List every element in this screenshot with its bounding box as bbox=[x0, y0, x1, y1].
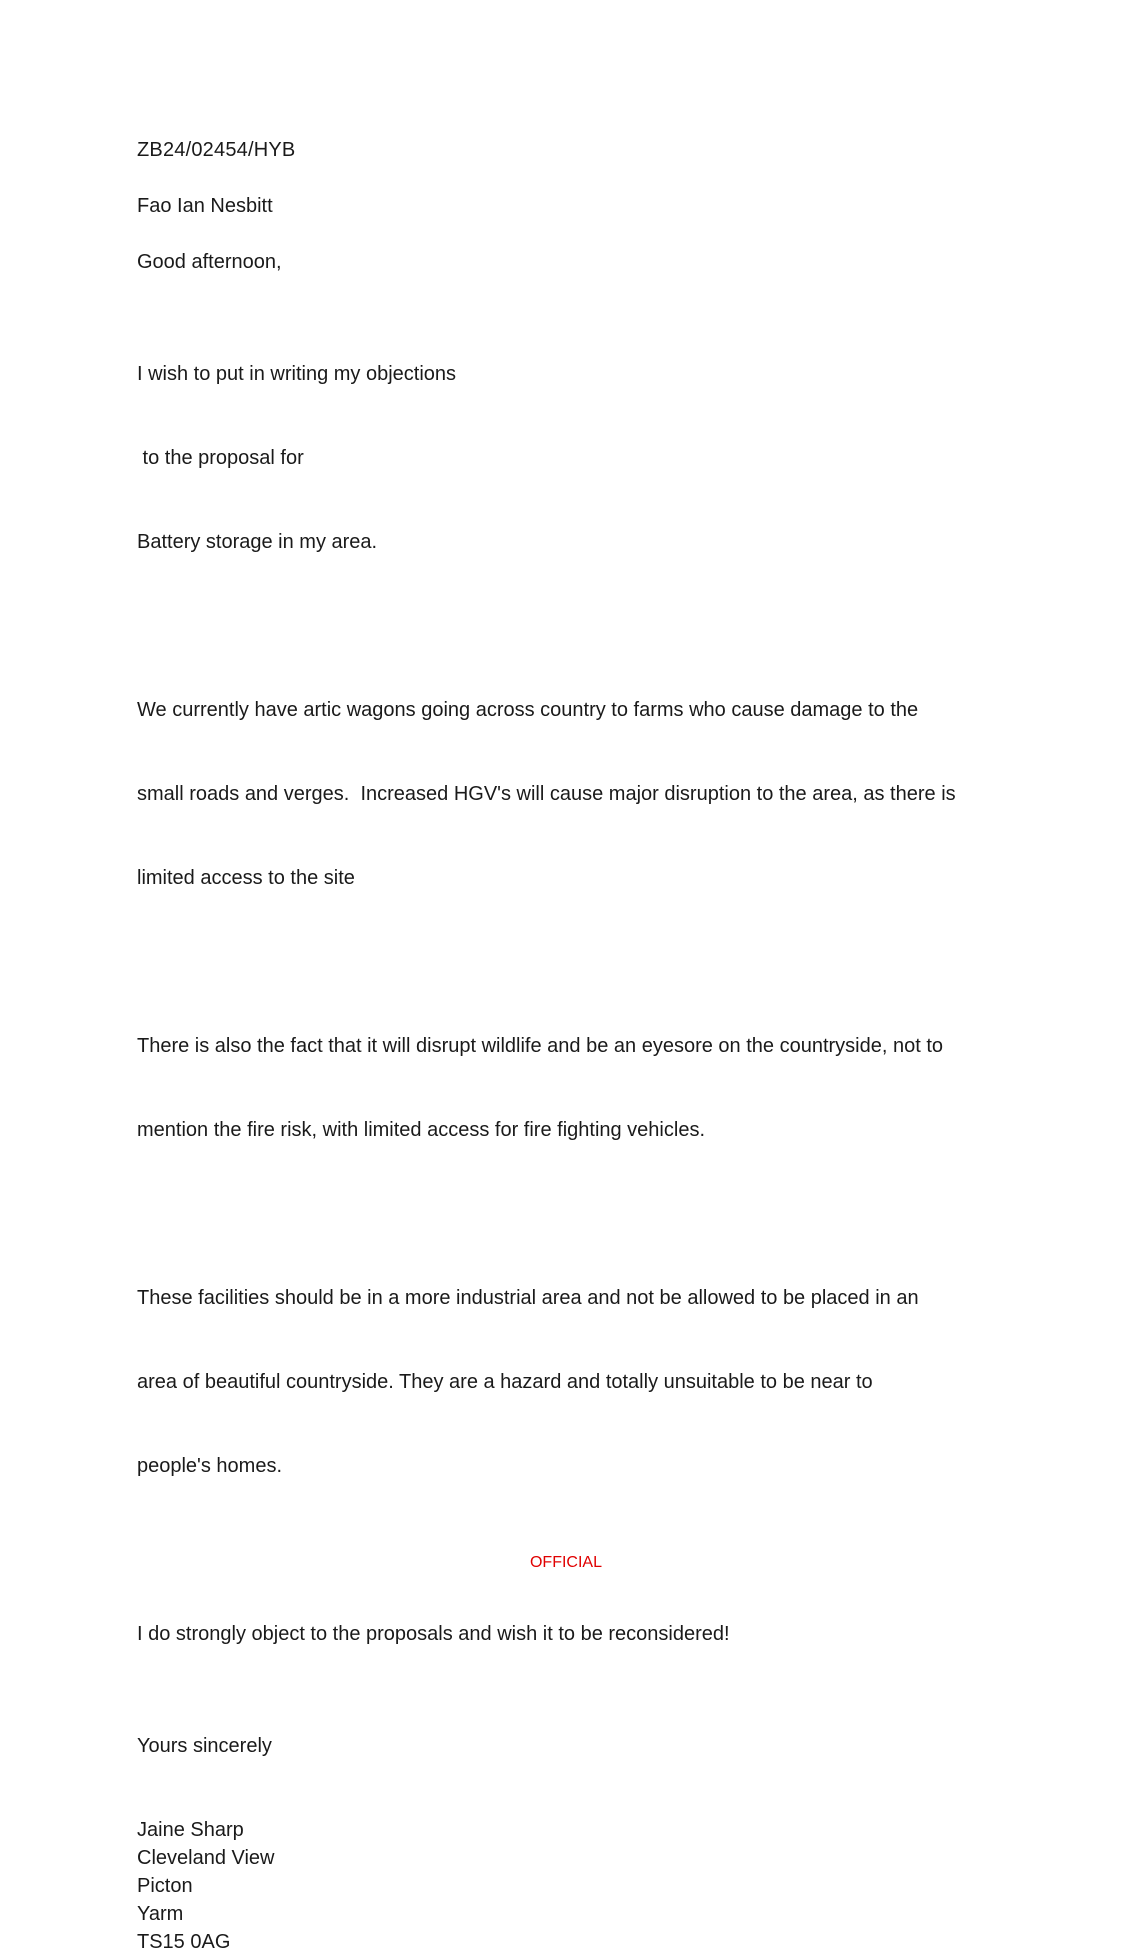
paragraph-location bbox=[137, 1228, 1017, 1536]
letter-body bbox=[137, 136, 1017, 1956]
reference-number: ZB24/02454/HYB bbox=[137, 139, 296, 161]
paragraph-line: small roads and verges. Increased HGV's will cause major disruption to the area, as there is bbox=[137, 783, 956, 805]
greeting: Good afternoon, bbox=[137, 251, 282, 273]
paragraph-line: We currently have artic wagons going across country to farms who cause damage to the bbox=[137, 699, 919, 721]
closing: Yours sincerely bbox=[137, 1735, 272, 1757]
paragraph-line: I wish to put in writing my objections bbox=[137, 363, 457, 385]
paragraph-wildlife bbox=[137, 976, 1017, 1200]
signatory-name: Jaine Sharp bbox=[137, 1819, 244, 1841]
paragraph-objection-intro bbox=[137, 304, 1017, 612]
paragraph-line: I do strongly object to the proposals and wish it to be reconsidered! bbox=[137, 1623, 730, 1645]
signature-block bbox=[137, 1816, 1017, 1956]
address-line: Picton bbox=[137, 1875, 193, 1897]
postcode: TS15 0AG bbox=[137, 1931, 231, 1953]
paragraph-line: area of beautiful countryside. They are a hazard and totally unsuitable to be near to bbox=[137, 1371, 873, 1393]
address-line: Yarm bbox=[137, 1903, 184, 1925]
paragraph-line: limited access to the site bbox=[137, 867, 355, 889]
paragraph-line: Battery storage in my area. bbox=[137, 531, 378, 553]
paragraph-line: mention the fire risk, with limited access for fire fighting vehicles. bbox=[137, 1119, 705, 1141]
paragraph-traffic bbox=[137, 640, 1017, 948]
paragraph-strong-objection bbox=[137, 1564, 1017, 1704]
fao-line: Fao Ian Nesbitt bbox=[137, 195, 273, 217]
classification-footer: OFFICIAL bbox=[529, 1554, 602, 1571]
paragraph-line: to the proposal for bbox=[137, 447, 304, 469]
paragraph-line: people's homes. bbox=[137, 1455, 283, 1477]
paragraph-line: There is also the fact that it will disrupt wildlife and be an eyesore on the countryside, not to bbox=[137, 1035, 943, 1057]
address-line: Cleveland View bbox=[137, 1847, 275, 1869]
paragraph-line: These facilities should be in a more industrial area and not be allowed to be placed in an bbox=[137, 1287, 919, 1309]
